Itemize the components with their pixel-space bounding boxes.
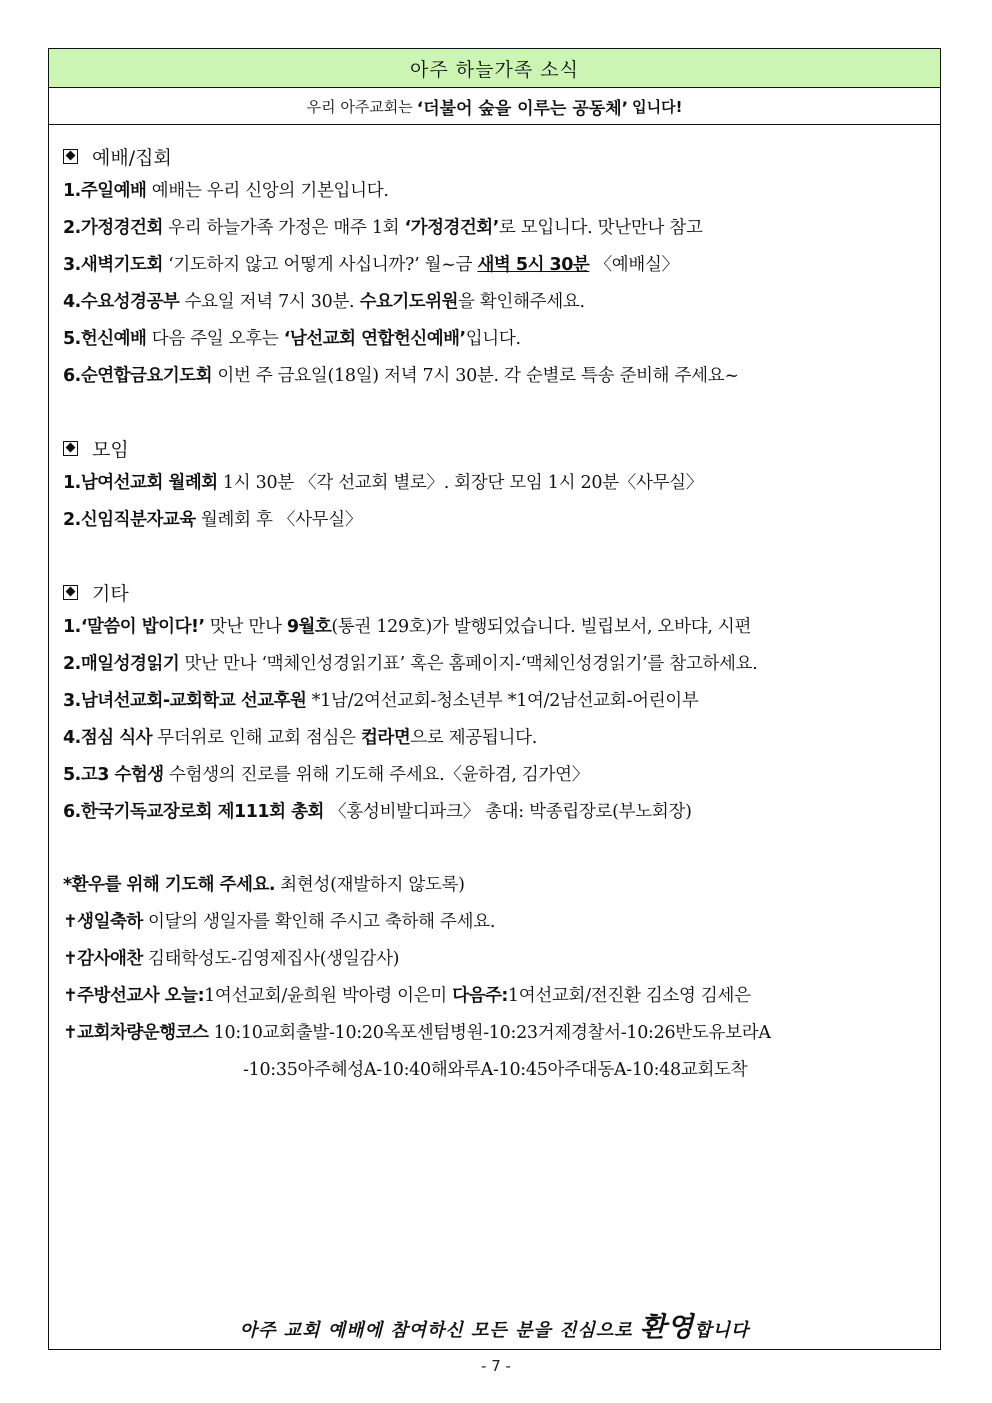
worship-line-2: 2.가정경건회 우리 하늘가족 가정은 매주 1회 ‘가정경건회’로 모입니다. 맛난만나 참고	[63, 218, 703, 238]
etc-line-6: 6.한국기독교장로회 제111회 총회 〈홍성비발디파크〉 총대: 박종립장로(부노회장)	[63, 802, 692, 822]
diamond-box-icon	[63, 149, 78, 164]
page-number: - 7 -	[481, 1357, 511, 1375]
note-line-2: ✝생일축하 이달의 생일자를 확인해 주시고 축하해 주세요.	[63, 912, 496, 932]
page-title	[49, 49, 940, 88]
note-line-6: -10:35아주혜성A-10:40해와루A-10:45아주대동A-10:48교회도착	[243, 1060, 748, 1080]
welcome-message: 아주 교회 예배에 참여하신 모든 분을 진심으로 환영합니다	[239, 1312, 750, 1343]
note-line-3: ✝감사애찬 김태학성도-김영제집사(생일감사)	[63, 949, 400, 969]
section-heading-etc: 기타	[63, 575, 940, 609]
worship-line-1: 1.주일예배 예배는 우리 신앙의 기본입니다.	[63, 181, 389, 201]
diamond-box-icon	[63, 585, 78, 600]
worship-line-3: 3.새벽기도회 ‘기도하지 않고 어떻게 사십니까?’ 월~금 새벽 5시 30분 〈예배실〉	[63, 255, 679, 275]
note-line-5: ✝교회차량운행코스 10:10교회출발-10:20옥포센텀병원-10:23거제경찰서-10:26반도유보라A	[63, 1023, 771, 1043]
note-line-1: *환우를 위해 기도해 주세요. 최현성(재발하지 않도록)	[63, 875, 465, 895]
etc-line-4: 4.점심 식사 무더위로 인해 교회 점심은 컵라면으로 제공됩니다.	[63, 728, 537, 748]
worship-line-5: 5.헌신예배 다음 주일 오후는 ‘남선교회 연합헌신예배’입니다.	[63, 329, 521, 349]
bulletin-frame	[48, 48, 941, 1350]
subtitle-emphasis: ‘더불어 숲을 이루는 공동체’	[416, 98, 629, 119]
section-heading-worship: 예배/집회	[63, 139, 940, 173]
worship-line-4: 4.수요성경공부 수요일 저녁 7시 30분. 수요기도위원을 확인해주세요.	[63, 292, 585, 312]
note-line-4: ✝주방선교사 오늘:1여선교회/윤희원 박아령 이은미 다음주:1여선교회/전진환 김소영 김세은	[63, 986, 751, 1006]
page-title-text: 아주 하늘가족 소식	[410, 58, 579, 81]
content	[49, 125, 940, 1089]
diamond-box-icon	[63, 441, 78, 456]
subtitle-post: 입니다!	[632, 97, 683, 116]
meeting-line-1: 1.남여선교회 월례회 1시 30분 〈각 선교회 별로〉. 회장단 모임 1시 20분〈사무실〉	[63, 473, 703, 493]
worship-line-6: 6.순연합금요기도회 이번 주 금요일(18일) 저녁 7시 30분. 각 순별로 특송 준비해 주세요~	[63, 366, 739, 386]
meeting-line-2: 2.신임직분자교육 월례회 후 〈사무실〉	[63, 510, 363, 530]
etc-line-2: 2.매일성경읽기 맛난 만나 ‘맥체인성경읽기표’ 혹은 홈페이지-‘맥체인성경읽기’를 참고하세요.	[63, 654, 758, 674]
page-subtitle	[49, 88, 940, 125]
subtitle-pre: 우리 아주교회는	[306, 97, 413, 116]
etc-line-3: 3.남녀선교회-교회학교 선교후원 *1남/2여선교회-청소년부 *1여/2남선교회-어린이부	[63, 691, 699, 711]
etc-line-1: 1.‘말씀이 밥이다!’ 맛난 만나 9월호(통권 129호)가 발행되었습니다. 빌립보서, 오바댜, 시편	[63, 617, 752, 637]
section-heading-meeting: 모임	[63, 431, 940, 465]
etc-line-5: 5.고3 수험생 수험생의 진로를 위해 기도해 주세요.〈윤하겸, 김가연〉	[63, 765, 589, 785]
